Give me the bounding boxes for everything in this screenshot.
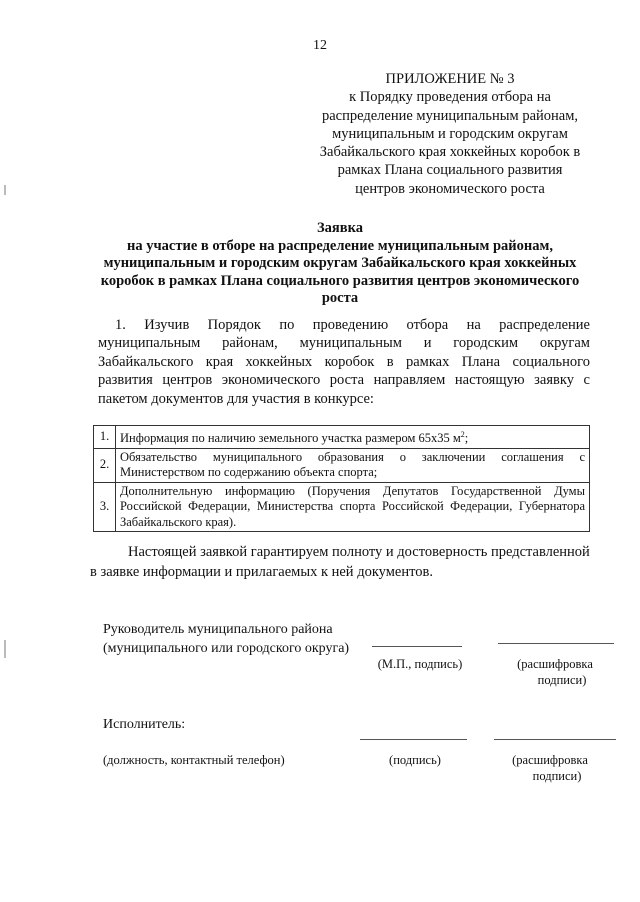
table-row [94,448,590,482]
executor-decode-caption [490,752,610,784]
caption-line: (расшифровка [517,657,593,671]
table-row [94,426,590,449]
appendix-line: муниципальным и городским округам [332,125,568,142]
appendix-line: центров экономического роста [355,180,545,197]
head-label [103,620,349,658]
row-text-superscript: 2 [460,430,465,439]
row-text [116,482,590,532]
row-text [116,448,590,482]
title-line: роста [321,290,359,306]
row-text [116,426,590,449]
appendix-line: рамках Плана социального развития [337,162,563,179]
intro-line: муниципальным районам, муниципальным и городским округам [98,335,590,352]
intro-paragraph [98,316,590,408]
intro-line: развития центров экономического роста направляем настоящую заявку с [98,372,590,389]
executor-signature-line [360,739,467,740]
page-number: 12 [313,38,327,53]
guarantee-paragraph [90,542,590,582]
head-decode-line [498,643,614,644]
appendix-line: Забайкальского края хоккейных коробок в [319,144,581,161]
intro-line: 1. Изучив Порядок по проведению отбора на распределение [115,317,590,333]
intro-line: Забайкальского края хоккейных коробок в рамках Плана социального [98,353,590,370]
application-title [90,220,590,308]
title-line: коробок в рамках Плана социального развития центров экономического [100,272,580,289]
row-text-line: Дополнительную информацию (Поручения Депутатов Государственной Думы [120,483,585,498]
title-line: муниципальным и городским округам Забайкальского края хоккейных [103,255,577,271]
row-number: 2. [94,448,116,482]
head-sign-caption: (М.П., подпись) [377,657,463,671]
guarantee-line: в заявке информации и прилагаемых к ней документов. [90,564,433,580]
appendix-header [300,70,600,198]
executor-position-caption: (должность, контактный телефон) [103,753,285,767]
executor-label: Исполнитель: [103,717,186,732]
appendix-line: к Порядку проведения отбора на [349,89,551,106]
executor-decode-line [494,739,616,740]
scan-mark [4,640,6,658]
head-label-line: (муниципального или городского округа) [103,641,350,656]
row-text-line: Обязательство муниципального образования о заключении соглашения с [120,449,585,464]
row-text-line: Российской Федерации, Министерства спорта Российской Федерации, Губернатора [120,499,585,514]
guarantee-line: Настоящей заявкой гарантируем полноту и достоверность представленной [128,544,590,560]
row-text-line: Министерством по содержанию объекта спорта; [120,465,378,480]
row-text-end: ; [464,431,469,446]
intro-line: пакетом документов для участия в конкурсе: [98,390,374,407]
scan-mark [4,185,6,195]
head-decode-caption [490,656,620,688]
row-number: 3. [94,482,116,532]
head-label-line: Руководитель муниципального района [103,622,333,637]
title-line: на участие в отборе на распределение муниципальным районам, [127,237,553,254]
caption-line: (расшифровка [512,753,588,767]
row-number: 1. [94,426,116,449]
caption-line: подписи) [537,673,587,687]
head-signature-line [372,646,462,647]
executor-sign-caption: (подпись) [389,753,441,767]
documents-table [93,425,590,532]
appendix-title: ПРИЛОЖЕНИЕ № 3 [385,71,515,87]
title-heading: Заявка [317,220,363,236]
table-row [94,482,590,532]
appendix-line: распределение муниципальным районам, [321,107,579,124]
caption-line: подписи) [532,769,582,783]
row-text-main: Информация по наличию земельного участка размером 65х35 м [120,431,461,446]
row-text-line: Забайкальского края). [120,514,237,529]
